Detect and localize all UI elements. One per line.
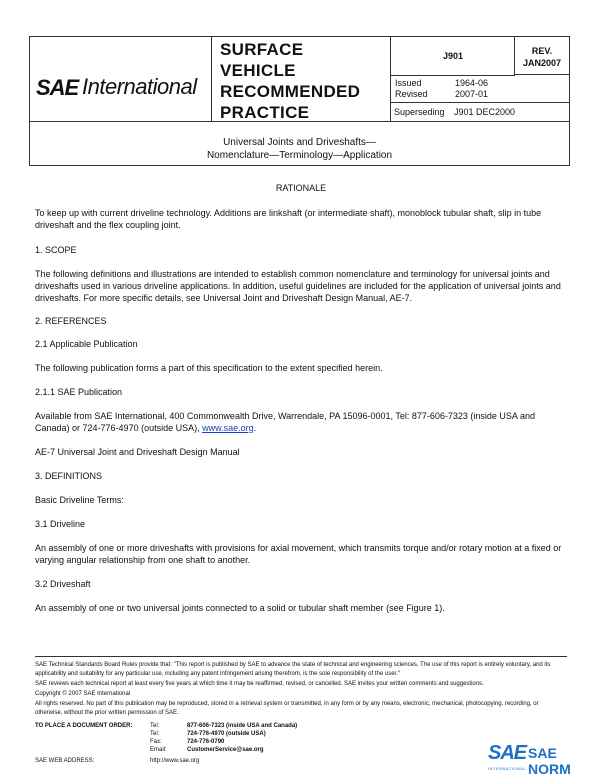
driveshaft-heading: 3.2 Driveshaft <box>35 579 91 589</box>
document-header <box>29 36 570 122</box>
issued-label: Issued <box>395 78 422 88</box>
report-type-line: RECOMMENDED <box>220 82 361 101</box>
sae-publication-end: . <box>253 423 257 433</box>
board-rules-text: SAE Technical Standards Board Rules provide that: "This report is published by SAE to advance the state of technical and engineering sciences. The use of this report is entirely voluntary, and its applicability and suitability for any particular use, including any patent infringement arising therefrom, is the sole responsibility of the user." <box>35 662 551 677</box>
issued-value: 1964-06 <box>455 78 489 88</box>
copyright-text: Copyright © 2007 SAE International <box>35 691 131 697</box>
order-key: Email: <box>150 747 167 753</box>
review-text: SAE reviews each technical report at least every five years at which time it may be reaffirmed, revised, or cancelled. SAE invites your written comments and suggestions. <box>35 681 484 687</box>
revised-value: 2007-01 <box>455 89 489 99</box>
revision-block <box>514 37 569 75</box>
scope-text: The following definitions and illustrations are intended to establish common nomenclature and terminology for universal joints and driveshafts used in various driveline applications. In addition, useful guidelines are included for the application of universal joints and driveshafts. For more specific details, see Universal Joint and Driveshaft Design Manual, AE-7. <box>35 269 561 303</box>
rev-date: JAN2007 <box>522 58 562 68</box>
order-value: CustomerService@sae.org <box>187 747 264 753</box>
logo-sae-text: SAE <box>36 75 79 100</box>
sae-logo <box>30 37 212 121</box>
order-label: TO PLACE A DOCUMENT ORDER: <box>35 723 133 729</box>
sae-publication-text <box>35 410 567 434</box>
revised-label: Revised <box>395 89 428 99</box>
applicable-text: The following publication forms a part of this specification to the extent specified herein. <box>35 363 383 373</box>
order-value: 877-606-7323 (inside USA and Canada) <box>187 723 298 729</box>
order-key: Tel: <box>150 723 160 729</box>
superseding-label: Superseding <box>394 107 445 117</box>
driveline-heading: 3.1 Driveline <box>35 519 86 529</box>
report-type-line: SURFACE <box>220 40 304 59</box>
ae7-reference: AE-7 Universal Joint and Driveshaft Design Manual <box>35 447 240 457</box>
basic-terms-label: Basic Driveline Terms: <box>35 495 124 505</box>
report-type <box>220 39 390 123</box>
sae-norm-watermark <box>488 742 598 777</box>
driveshaft-text: An assembly of one or two universal joints connected to a solid or tubular shaft member (see Figure 1). <box>35 603 445 613</box>
title-line-1: Universal Joints and Driveshafts— <box>223 137 376 148</box>
references-heading: 2. REFERENCES <box>35 316 107 326</box>
driveline-text: An assembly of one or more driveshafts with provisions for axial movement, which transmits torque and/or rotary motion at a fixed or varying angular relationship from one shaft to another. <box>35 543 562 565</box>
title-line-2: Nomenclature—Terminology—Application <box>206 150 393 161</box>
watermark-sub: INTERNATIONAL <box>488 766 527 771</box>
sae-publication-heading: 2.1.1 SAE Publication <box>35 387 123 397</box>
rev-label: REV. <box>531 46 553 56</box>
order-value: 724-776-4970 (outside USA) <box>187 731 266 737</box>
report-type-line: VEHICLE <box>220 61 296 80</box>
watermark-norm: SAE NORM <box>528 745 571 777</box>
web-label: SAE WEB ADDRESS: <box>35 758 95 764</box>
watermark-sae: SAE <box>488 742 527 764</box>
superseding-block <box>390 102 569 122</box>
superseding-value: J901 DEC2000 <box>454 107 516 117</box>
rationale-heading: RATIONALE <box>275 183 327 193</box>
order-key: Fax: <box>150 739 162 745</box>
order-value: 724-776-0790 <box>187 739 225 745</box>
web-url-link[interactable]: http://www.sae.org <box>150 758 200 764</box>
document-footer <box>35 656 567 719</box>
sae-publication-body: Available from SAE International, 400 Commonwealth Drive, Warrendale, PA 15096-0001, Tel: 877-606-7323 (inside USA and Canada) or 724-776-4970 (outside USA), <box>35 411 535 433</box>
applicable-heading: 2.1 Applicable Publication <box>35 339 138 349</box>
rights-text: All rights reserved. No part of this publication may be reproduced, stored in a retrieval system or transmitted, in any form or by any means, electronic, mechanical, photocopying, recording, or otherwise, without the prior written permission of SAE. <box>35 701 539 716</box>
definitions-heading: 3. DEFINITIONS <box>35 471 103 481</box>
document-title <box>29 122 570 166</box>
sae-website-link[interactable]: www.sae.org <box>202 423 254 433</box>
scope-heading: 1. SCOPE <box>35 245 77 255</box>
doc-number: J901 <box>391 37 515 76</box>
logo-international-text: International <box>82 74 197 99</box>
order-key: Tel: <box>150 731 160 737</box>
report-type-line: PRACTICE <box>220 103 310 122</box>
web-address <box>35 758 200 764</box>
rationale-text: To keep up with current driveline technology. Additions are linkshaft (or intermediate shaft), monoblock tubular shaft, slip in tube driveshaft and the flex coupling joint. <box>35 208 542 230</box>
